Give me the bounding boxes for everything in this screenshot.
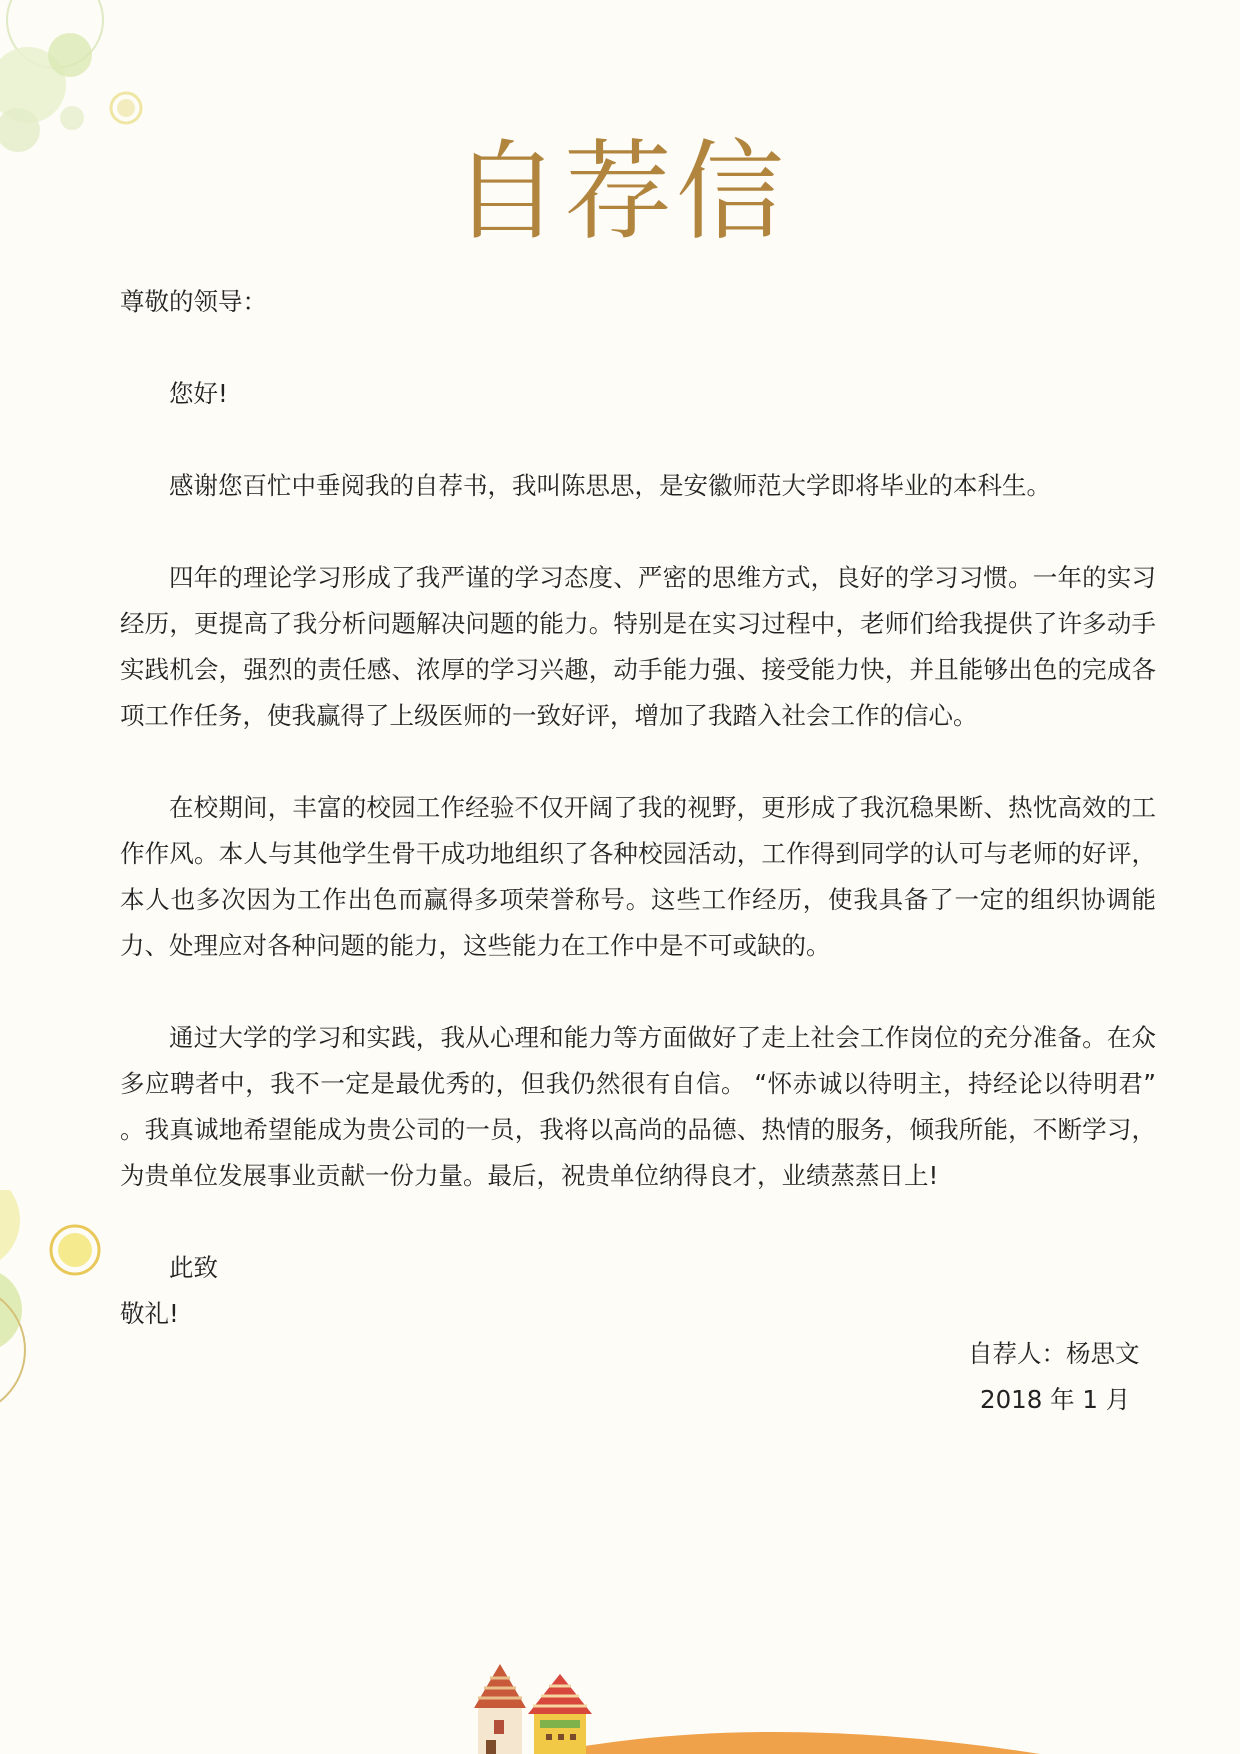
paragraph-conclusion: 通过大学的学习和实践，我从心理和能力等方面做好了走上社会工作岗位的充分准备。在众多应聘者中，我不一定是最优秀的，但我仍然很有自信。 “怀赤诚以待明主，持经论以待明君” 。我真诚地希望能成为贵公司的一员，我将以高尚的品德、热情的服务，倾我所能，不断学习，为贵单位发展事业贡献一份力量。最后，祝贵单位纳得良才，业绩蒸蒸日上! <box>120 1023 1156 1190</box>
houses-illustration <box>0 1650 1240 1754</box>
spacer <box>120 325 1156 371</box>
spacer <box>120 969 1156 1015</box>
decorative-circles-left <box>0 1190 110 1430</box>
letter-body <box>120 279 1156 1337</box>
paragraph-campus: 在校期间，丰富的校园工作经验不仅开阔了我的视野，更形成了我沉稳果断、热忱高效的工作作风。本人与其他学生骨干成功地组织了各种校园活动，工作得到同学的认可与老师的好评，本人也多次因为工作出色而赢得多项荣誉称号。这些工作经历，使我具备了一定的组织协调能力、处理应对各种问题的能力，这些能力在工作中是不可或缺的。 <box>120 793 1156 960</box>
signature-date: 2018 年 1 月 <box>980 1385 1131 1414</box>
closing-salute: 敬礼! <box>120 1299 179 1328</box>
spacer <box>120 509 1156 555</box>
paragraph-study: 四年的理论学习形成了我严谨的学习态度、严密的思维方式，良好的学习习惯。一年的实习经历，更提高了我分析问题解决问题的能力。特别是在实习过程中，老师们给我提供了许多动手实践机会，强烈的责任感、浓厚的学习兴趣，动手能力强、接受能力快，并且能够出色的完成各项工作任务，使我赢得了上级医师的一致好评，增加了我踏入社会工作的信心。 <box>120 563 1156 730</box>
spacer <box>120 1199 1156 1245</box>
paragraph-intro: 感谢您百忙中垂阅我的自荐书，我叫陈思思，是安徽师范大学即将毕业的本科生。 <box>169 471 1051 500</box>
letter-title: 自荐信 <box>451 130 788 255</box>
salutation: 尊敬的领导： <box>120 287 267 316</box>
spacer <box>120 739 1156 785</box>
greeting: 您好! <box>169 379 228 408</box>
closing-regards: 此致 <box>169 1253 218 1282</box>
signature: 自荐人：杨思文 <box>968 1339 1140 1368</box>
spacer <box>120 417 1156 463</box>
